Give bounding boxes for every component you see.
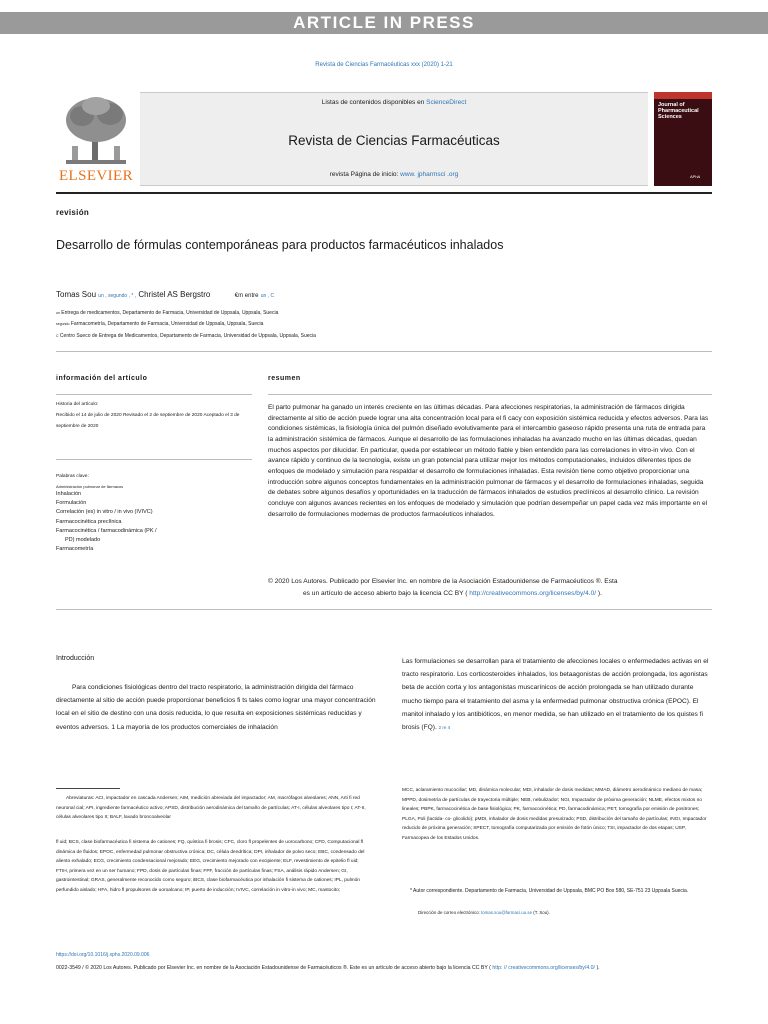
email-link[interactable]: tomas.sou@farmaci.uu.se	[480, 910, 533, 915]
contents-prefix: Listas de contenidos disponibles en	[321, 99, 427, 106]
introduction-paragraph-right	[402, 655, 714, 734]
abstract-divider	[268, 394, 712, 395]
reference-link[interactable]: 2 re 4	[438, 725, 451, 731]
affiliation-mark: C	[56, 334, 59, 338]
abbreviations-text: Abreviaturas: ACI, impactador en cascada Andersen; AIM, medición abreviada del impactador; AM, macrófagos alveolares; ANN, Arti fi red neuronal cial; API, ingrediente farmacéutico activo; APSD, distribución aerodinámica del tamaño de partículas; AT-I, células alveolares tipo I; AT-II, células alveolares tipo II; BALF, lavado broncoalveolar	[56, 796, 366, 820]
author-name[interactable]: Tomas Sou	[56, 290, 97, 299]
copyright-suffix: ).	[597, 590, 602, 597]
paragraph-text: Las formulaciones se desarrollan para el tratamiento de afecciones locales o enfermedades activas en el tracto respiratorio. Los corticosteroides inhalados, los betaagonistas de acción prolongada, los agonistas beta de acción corta y los antagonistas muscarínicos de acción prolongada se han utilizado durante mucho tiempo para el tratamiento del asma y la enfermedad pulmonar obstructiva crónica (EPOC). El manitol inhalado y los antibióticos, en menor medida, se han utilizado en el tratamiento de los quistes fi brosis (FQ).	[402, 658, 709, 732]
history-divider	[56, 459, 252, 460]
abstract-heading: resumen	[268, 375, 301, 382]
journal-header	[56, 92, 712, 186]
journal-title: Revista de Ciencias Farmacéuticas	[288, 133, 500, 148]
affiliation-mark: un	[56, 311, 60, 315]
copyright-notice	[268, 576, 712, 600]
affiliation-a	[56, 310, 278, 316]
keyword: Formulación	[56, 500, 87, 507]
sciencedirect-link[interactable]: ScienceDirect	[426, 99, 467, 106]
issn-license-line	[56, 965, 716, 971]
issn-text: 0022-3549 / © 2020 Los Autores. Publicado por Elsevier Inc. en nombre de la Asociación Estadounidense de Farmacéuticos ®. Este es un artículo de acceso abierto bajo la licencia CC BY (	[56, 965, 491, 971]
footnote-divider	[56, 788, 120, 789]
author-affiliation-marks[interactable]: un , segundo , * ,	[98, 293, 137, 299]
introduction-paragraph-left: Para condiciones fisiológicas dentro del tracto respiratorio, la administración dirigida del fármaco directamente al sitio de acción puede proporcionar beneficios fi ts tales como lograr una mayor concentración local en el sitio de destino con una dosis reducida, lo que resulta en exposiciones sistémicas reducidas y eventos adversos. 1 La mayoría de los productos comerciales de inhalación	[56, 684, 376, 731]
affiliation-c	[56, 333, 316, 339]
journal-citation[interactable]: Revista de Ciencias Farmacéuticas xxx (2020) 1-21	[315, 62, 453, 68]
abbreviations-footnote-right: MCC, aclaramiento mucociliar; MD, dinámica molecular; MDI, inhalador de dosis medidas; MMAD, diámetro aerodinámico mediano de masa; MPPD, dosimetría de partículas de trayectoria múltiple; NEB, nebulizador; NGI, Impactador de próxima generación; NLME, efectos mixtos no lineales; PBPK, farmacocinética de base fisiológica; PK, farmacocinética; PD, farmacodinámica; PET, tomografía por emisión de positrones; PLGA, Poli (lactida- co- glicolido); pMDI, inhalador de dosis medidas presurizado; PSD, distribución del tamaño de partículas; rNGI, Impactador reducido de próxima generación; SPECT, tomografía computarizada por emisión de fotón único; TSI, impactador de dos etapas; USP, Farmacopea de los Estados Unidos.	[402, 788, 707, 841]
affiliation-mark: segundo	[56, 322, 70, 326]
abstract-text: El parto pulmonar ha ganado un interés creciente en las últimas décadas. Para afecciones respiratorias, la administración de fármacos dirigida directamente al sitio de acción puede lograr una alta concentración local para el fi cacy con exposición sistémica reducida y efectos adversos. Para las condiciones sistémicas, la fisiología única del pulmón diseñado evolutivamente para el intercambio gaseoso rápido presenta una ruta de entrada para la administración sistémica de fármacos. Aunque el desarrollo de las formulaciones inhaladas ha avanzado mucho en las últimas décadas, quedan muchos aspectos por dilucidar. En particular, queda por establecer un método fiable y bien entendido para las correlaciones in vitro-in vivo. Con el avance rápido y continuo de la tecnología, existe un gran potencial para utilizar mejor los métodos computacionales, incluidos diferentes tipos de enfoques de modelado y simulación para respaldar el desarrollo de formulaciones inhaladas. Esta revisión tiene como objetivo proporcionar una introducción sobre algunos conceptos fundamentales en la administración pulmonar de fármacos y el desarrollo de formulaciones inhaladas, seguida de debates sobre algunos desafíos y oportunidades en la traducción de fármacos inhalados de estudios preclínicos al desarrollo clínico. La revisión concluye con algunos avances recientes en los enfoques de modelado y simulación que podrían desempeñar un papel cada vez más importante en el desarrollo de formulaciones modernas de productos farmacéuticos inhalados.	[268, 404, 709, 518]
doi-link[interactable]: https://doi.org/10.1016/j.xphs.2020.09.006	[56, 952, 150, 958]
corresponding-author-note: * Autor correspondiente. Departamento de Farmacia, Universidad de Uppsala, BMC PO Box 580, SE-751 23 Uppsala Suecia.	[410, 888, 689, 894]
cover-stripe	[654, 92, 712, 99]
license-link[interactable]: http: // creativecommons.org/licenses/by/4.0/	[490, 965, 597, 971]
affiliation-divider	[56, 351, 712, 352]
affiliation-text: Farmacometría, Departamento de Farmacia, Universidad de Uppsala, Uppsala, Suecia	[70, 321, 264, 327]
article-info-divider	[56, 394, 252, 395]
email-label: Dirección de correo electrónico:	[418, 910, 481, 915]
affiliation-b	[56, 321, 263, 327]
license-link[interactable]: http://creativecommons.org/licenses/by/4.0/	[467, 590, 598, 597]
email-line	[418, 910, 550, 915]
email-suffix: (T. Sou).	[532, 910, 550, 915]
keyword: Administración pulmonar de fármacos	[56, 484, 124, 489]
keyword: Farmacometría	[56, 546, 94, 553]
elsevier-logo[interactable]	[56, 92, 136, 186]
keyword: Inhalación	[56, 491, 82, 497]
elsevier-tree-icon	[56, 94, 136, 168]
article-in-press-banner: ARTICLE IN PRESS	[0, 12, 768, 34]
abbreviations-footnote	[56, 794, 366, 823]
journal-cover-thumbnail[interactable]	[654, 92, 712, 186]
history-label: Historia del artículo:	[56, 402, 99, 407]
author-name-suffix: €m entre	[234, 293, 259, 299]
elsevier-wordmark: ELSEVIER	[58, 168, 134, 184]
introduction-heading: Introducción	[56, 655, 95, 662]
homepage-prefix: revista Página de inicio:	[329, 171, 401, 178]
issn-suffix: ).	[596, 965, 600, 971]
article-type: revisión	[56, 208, 90, 217]
journal-homepage-line	[140, 171, 648, 178]
keyword: Farmacocinética preclínica	[56, 518, 122, 525]
cover-title: Journal of Pharmaceutical Sciences	[658, 102, 699, 120]
journal-homepage-link[interactable]: www. jpharmsci .org	[400, 171, 459, 178]
copyright-line: © 2020 Los Autores. Publicado por Elsevier Inc. en nombre de la Asociación Estadounidense de Farmacéuticos ®. Esta	[268, 578, 618, 585]
copyright-prefix: es un artículo de acceso abierto bajo la licencia CC BY (	[303, 590, 468, 597]
keyword: Correlación (es) in vitro / in vivo (IVIVC)	[56, 509, 153, 516]
copyright-line-2	[268, 588, 712, 600]
keyword-continuation: PD) modelado	[65, 537, 101, 544]
affiliation-text: Centro Sueco de Entrega de Medicamentos, Departamento de Farmacia, Universidad de Uppsala, Uppsala, Suecia	[59, 333, 316, 339]
author-name[interactable]: Christel AS Bergstro	[138, 290, 211, 299]
article-info-heading: información del artículo	[56, 375, 148, 382]
article-title: Desarrollo de fórmulas contemporáneas para productos farmacéuticos inhalados	[56, 238, 504, 252]
journal-panel	[140, 92, 648, 186]
header-divider	[56, 192, 712, 194]
apha-logo: APhA	[690, 174, 701, 179]
keywords-label: Palabras clave:	[56, 474, 89, 479]
history-text: Recibido el 14 de julio de 2020 Revisado el 2 de septiembre de 2020 Aceptado el 3 de septiembre de 2020	[56, 413, 240, 429]
affiliation-text: Entrega de medicamentos, Departamento de Farmacia, Universidad de Uppsala, Uppsala, Suecia	[61, 310, 279, 316]
keywords-list	[56, 484, 246, 554]
abstract-bottom-divider	[56, 609, 712, 610]
keyword: Farmacocinética / farmacodinámica (PK /	[56, 527, 157, 534]
abbreviations-footnote-continued: fl uid; BCS, clase biofarmacéutica fi sistema de cationes; FQ, quística fi brosis; CFC, cloro fl propelentes de uorocarbono; CFD, Computacional fl dinámica de fluidos; EPOC, enfermedad pulmonar obstructiva crónica; DC, célula dendrítica; DPI, inhalador de polvo seco; EBC, condensado del aliento exhalado; ECG, crecimiento condensacional mejorado; EEG, crecimiento mejorado con excipiente; ELF, revestimiento de epitelio fl uid; FTIH, primera vez en un ser humano; FPD, dosis de partículas finas; FPF, fracción de partículas finas; FSA, análisis rápido Andersen; GI, gastrointestinal; GRAS, generalmente reconocido como seguro; iBCS, clase biofarmacéutica por inhalación fi sistema de cationes; IPL, pulmón perfundido aislado; HFA, hidro fl propulsores de uoroalcano; IP, puerto de inducción; IVIVC, correlación in vitro-in vivo; MC, mastocito;	[56, 840, 365, 893]
author-list	[56, 290, 274, 299]
contents-available-line	[140, 99, 648, 106]
author-affiliation-marks[interactable]: un , C	[260, 293, 275, 299]
